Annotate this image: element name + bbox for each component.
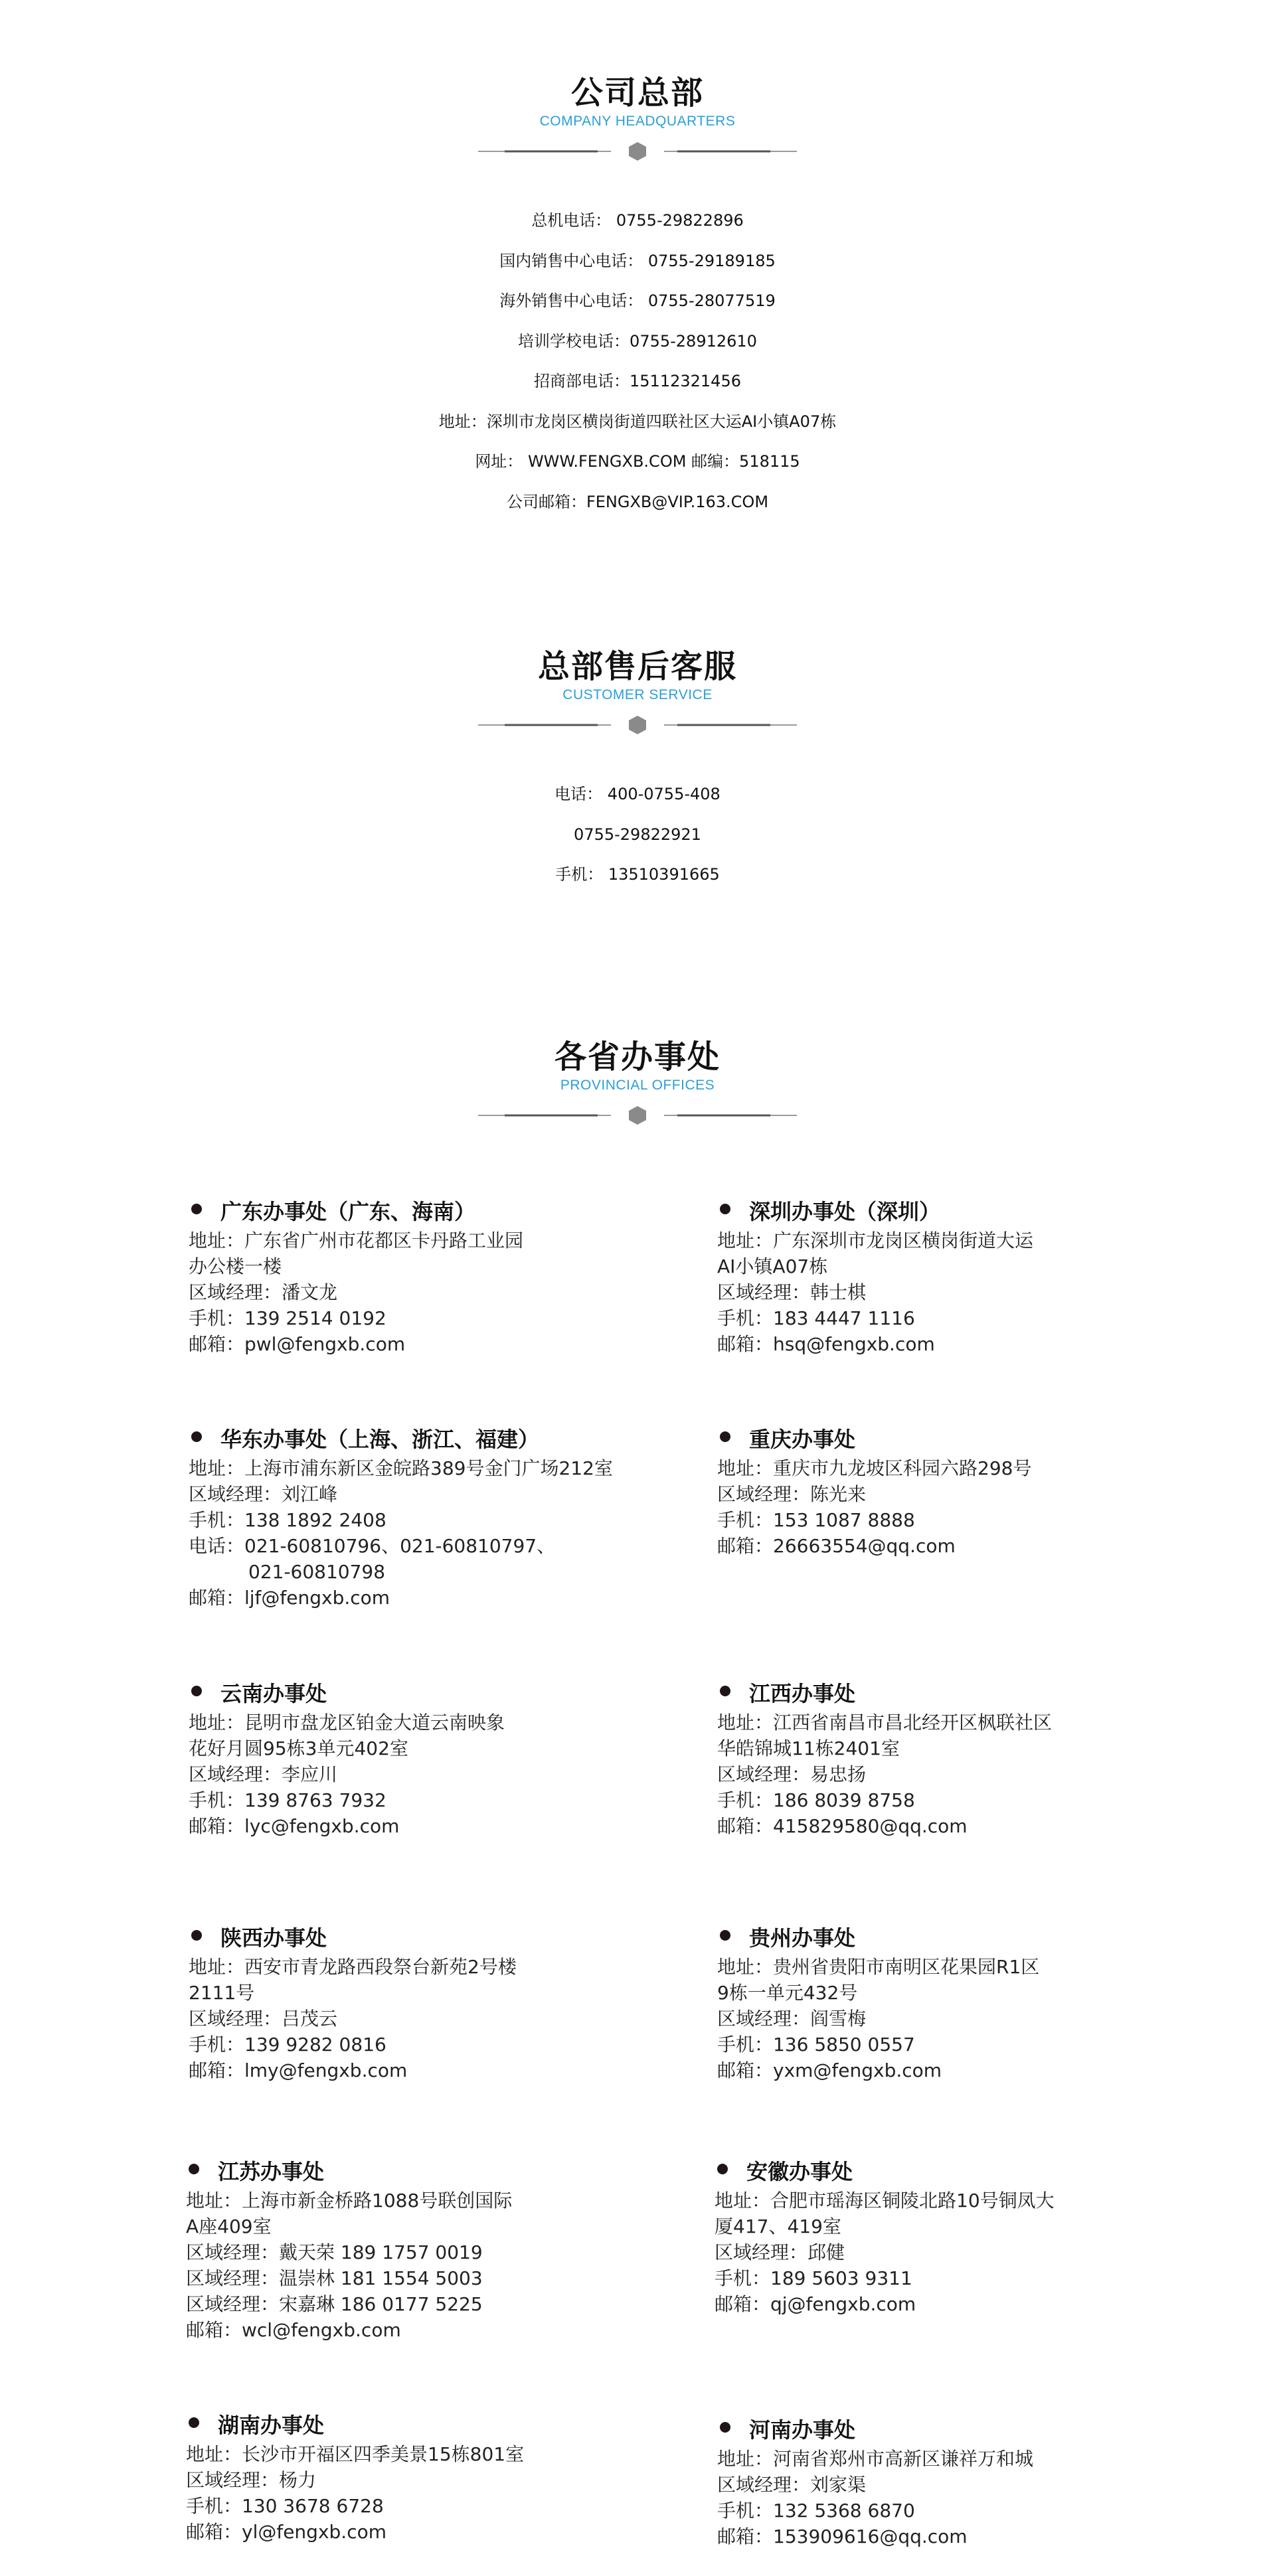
office-card-chongqing — [717, 1426, 1222, 1559]
office-name: 陕西办事处 — [220, 1925, 327, 1951]
office-address: 地址：长沙市开福区四季美景15栋801室 — [186, 2443, 525, 2465]
office-manager: 区域经理：温崇林 181 1554 5003 — [186, 2267, 483, 2289]
office-name: 江苏办事处 — [218, 2159, 325, 2184]
office-address: 地址：广东省广州市花都区卡丹路工业园 — [189, 1230, 524, 1251]
office-manager: 区域经理：吕茂云 — [189, 2008, 338, 2030]
office-address: 地址：贵州省贵阳市南明区花果园R1区 — [717, 1956, 1040, 1978]
office-phone: 手机：153 1087 8888 — [717, 1509, 915, 1531]
office-name: 广东办事处（广东、海南） — [220, 1199, 476, 1224]
hq-line: 国内销售中心电话： 0755-29189185 — [499, 252, 776, 270]
office-card-shaanxi — [189, 1925, 693, 2083]
office-name: 华东办事处（上海、浙江、福建） — [220, 1427, 540, 1452]
office-manager: 区域经理：刘江峰 — [189, 1483, 338, 1505]
bullet-dot — [191, 1930, 202, 1941]
office-address: 地址：上海市浦东新区金皖路389号金门广场212室 — [189, 1457, 613, 1479]
office-phone: 手机：130 3678 6728 — [186, 2495, 384, 2517]
bullet-dot — [720, 2422, 730, 2433]
office-card-shenzhen — [717, 1198, 1222, 1357]
office-email: 邮箱：wcl@fengxb.com — [186, 2319, 401, 2341]
office-name: 贵州办事处 — [749, 1925, 856, 1951]
bullet-dot — [189, 2417, 199, 2428]
office-address: 2111号 — [189, 1982, 255, 2004]
office-card-huadong — [189, 1426, 693, 1611]
headquarters-title: 公司总部 — [570, 74, 704, 112]
office-name: 云南办事处 — [220, 1681, 327, 1706]
office-email: 邮箱：pwl@fengxb.com — [189, 1333, 406, 1355]
office-address: 华皓锦城11栋2401室 — [717, 1737, 900, 1759]
office-email: 邮箱：415829580@qq.com — [717, 1815, 968, 1837]
hexagon-icon — [629, 716, 646, 734]
bullet-dot — [720, 1686, 730, 1696]
office-card-henan — [717, 2417, 1222, 2549]
office-address: 花好月圆95栋3单元402室 — [189, 1737, 408, 1759]
office-manager: 区域经理：陈光来 — [717, 1483, 867, 1505]
office-phone: 手机：136 5850 0557 — [717, 2034, 915, 2055]
headquarters-subtitle: COMPANY HEADQUARTERS — [539, 114, 736, 129]
office-name: 江西办事处 — [749, 1681, 856, 1706]
office-name: 深圳办事处（深圳） — [749, 1199, 941, 1224]
office-address: 厦417、419室 — [715, 2215, 841, 2237]
office-address: A座409室 — [186, 2215, 272, 2237]
service-line: 手机： 13510391665 — [555, 865, 720, 884]
offices-title: 各省办事处 — [554, 1038, 721, 1076]
office-address: 地址：合肥市瑶海区铜陵北路10号铜凤大 — [715, 2190, 1055, 2212]
service-line: 0755-29822921 — [574, 825, 701, 844]
office-email: 邮箱：ljf@fengxb.com — [189, 1587, 390, 1609]
office-address: 地址：江西省南昌市昌北经开区枫联社区 — [717, 1712, 1053, 1733]
bullet-dot — [717, 2164, 728, 2174]
office-manager: 区域经理：戴天荣 189 1757 0019 — [186, 2241, 483, 2263]
office-manager: 区域经理：宋嘉琳 186 0177 5225 — [186, 2293, 483, 2315]
office-phone: 手机：132 5368 6870 — [717, 2500, 915, 2522]
office-manager: 区域经理：韩士棋 — [717, 1281, 867, 1303]
office-address: 9栋一单元432号 — [717, 1982, 858, 2004]
office-manager: 区域经理：杨力 — [186, 2469, 317, 2491]
office-card-hunan — [186, 2412, 691, 2545]
bullet-dot — [191, 1686, 202, 1696]
office-card-anhui — [715, 2158, 1219, 2317]
bullet-dot — [720, 1431, 730, 1442]
office-address: 地址：重庆市九龙坡区科园六路298号 — [717, 1457, 1032, 1479]
office-address: AI小镇A07栋 — [717, 1255, 828, 1277]
bullet-dot — [720, 1204, 730, 1214]
office-name: 湖南办事处 — [218, 2413, 325, 2438]
hq-line: 地址：深圳市龙岗区横岗街道四联社区大运AI小镇A07栋 — [438, 412, 837, 431]
bullet-dot — [191, 1431, 202, 1442]
office-email: 邮箱：yl@fengxb.com — [186, 2521, 386, 2543]
office-email: 邮箱：lmy@fengxb.com — [189, 2059, 408, 2081]
office-address: 地址：昆明市盘龙区铂金大道云南映象 — [189, 1712, 505, 1733]
office-manager: 区域经理：易忠扬 — [717, 1763, 867, 1785]
offices-subtitle: PROVINCIAL OFFICES — [560, 1078, 715, 1093]
office-card-jiangxi — [717, 1680, 1222, 1839]
office-name: 重庆办事处 — [749, 1427, 856, 1452]
office-name: 安徽办事处 — [746, 2159, 853, 2184]
service-divider — [478, 712, 797, 738]
office-card-guangdong — [189, 1198, 693, 1357]
headquarters-divider — [478, 138, 797, 165]
office-phone: 手机：139 9282 0816 — [189, 2034, 386, 2055]
office-card-guizhou — [717, 1925, 1222, 2083]
office-email: 邮箱：yxm@fengxb.com — [717, 2059, 942, 2081]
service-subtitle: CUSTOMER SERVICE — [562, 687, 713, 702]
hq-line: 总机电话： 0755-29822896 — [531, 211, 744, 230]
hexagon-icon — [629, 142, 646, 161]
office-manager: 区域经理：阎雪梅 — [717, 2008, 867, 2030]
office-card-jiangsu — [186, 2158, 691, 2343]
office-name: 河南办事处 — [749, 2417, 856, 2443]
office-email: 邮箱：qj@fengxb.com — [715, 2293, 916, 2315]
office-manager: 区域经理：邱健 — [715, 2241, 845, 2263]
office-phone: 手机：186 8039 8758 — [717, 1789, 915, 1811]
service-title: 总部售后客服 — [537, 648, 737, 685]
office-phone: 手机：183 4447 1116 — [717, 1307, 915, 1329]
office-tel: 021-60810798 — [248, 1561, 386, 1583]
hq-line: 培训学校电话：0755-28912610 — [518, 332, 757, 351]
office-email: 邮箱：lyc@fengxb.com — [189, 1815, 400, 1837]
office-phone: 手机：139 8763 7932 — [189, 1789, 386, 1811]
hq-line: 公司邮箱：FENGXB@VIP.163.COM — [506, 493, 769, 511]
office-phone: 手机：189 5603 9311 — [715, 2267, 912, 2289]
office-email: 邮箱：26663554@qq.com — [717, 1535, 956, 1557]
bullet-dot — [189, 2164, 199, 2174]
bullet-dot — [191, 1204, 202, 1214]
hq-line: 海外销售中心电话： 0755-28077519 — [499, 291, 776, 310]
office-address: 地址：广东深圳市龙岗区横岗街道大运 — [717, 1230, 1034, 1251]
office-tel: 电话：021-60810796、021-60810797、 — [189, 1535, 556, 1557]
office-phone: 手机：139 2514 0192 — [189, 1307, 386, 1329]
office-manager: 区域经理：潘文龙 — [189, 1281, 338, 1303]
hexagon-icon — [629, 1106, 646, 1125]
office-email: 邮箱：hsq@fengxb.com — [717, 1333, 935, 1355]
office-address: 地址：河南省郑州市高新区谦祥万和城 — [717, 2448, 1034, 2470]
office-manager: 区域经理：李应川 — [189, 1763, 338, 1785]
office-phone: 手机：138 1892 2408 — [189, 1509, 386, 1531]
bullet-dot — [720, 1930, 730, 1941]
office-address: 地址：西安市青龙路西段祭台新苑2号楼 — [189, 1956, 517, 1978]
offices-divider — [478, 1102, 797, 1129]
hq-line: 招商部电话：15112321456 — [534, 372, 741, 390]
hq-line: 网址： WWW.FENGXB.COM 邮编：518115 — [475, 452, 800, 471]
office-email: 邮箱：153909616@qq.com — [717, 2526, 968, 2547]
office-address: 地址：上海市新金桥路1088号联创国际 — [186, 2190, 513, 2212]
service-line: 电话： 400-0755-408 — [554, 785, 721, 803]
office-manager: 区域经理：刘家渠 — [717, 2474, 867, 2496]
office-card-yunnan — [189, 1680, 693, 1839]
office-address: 办公楼一楼 — [189, 1255, 282, 1277]
